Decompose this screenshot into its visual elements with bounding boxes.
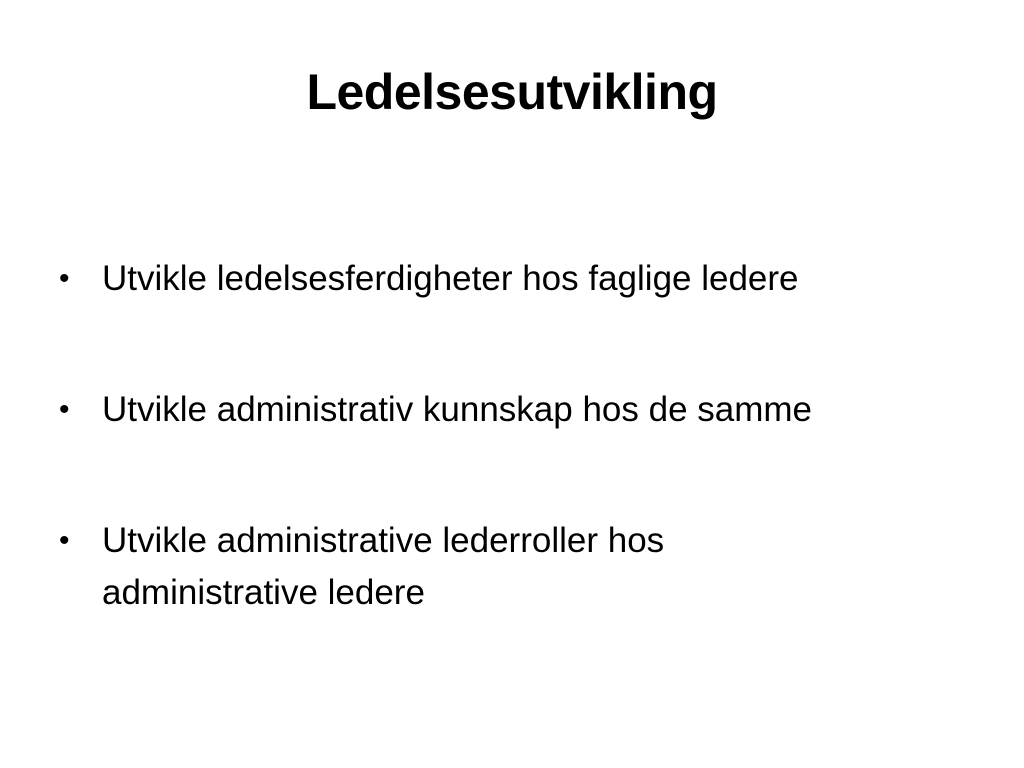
bullet-list <box>55 253 975 619</box>
bullet-item <box>55 384 975 436</box>
bullet-text: Utvikle ledelsesferdigheter hos faglige ledere <box>102 259 799 298</box>
bullet-icon: • <box>59 393 70 426</box>
slide-title: Ledelsesutvikling <box>306 64 718 120</box>
bullet-text: Utvikle administrativ kunnskap hos de samme <box>102 390 813 429</box>
bullet-text: Utvikle administrative lederroller hos administrative ledere <box>102 521 665 612</box>
bullet-icon: • <box>59 262 70 295</box>
bullet-item <box>55 515 975 619</box>
bullet-icon: • <box>59 524 70 557</box>
bullet-item <box>55 253 975 305</box>
